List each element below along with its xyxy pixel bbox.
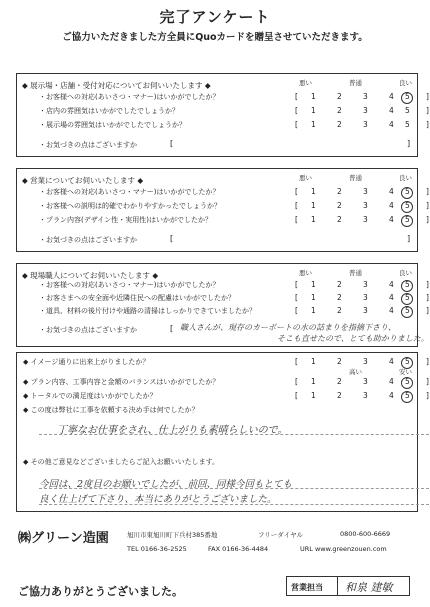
scale-good-label: 良い bbox=[399, 79, 412, 87]
staff-box bbox=[286, 576, 410, 596]
remark-label: ・お気づきの点はございますか bbox=[39, 141, 137, 149]
question: ◆ プラン内容、工事内容と金額のバランスはいかがでしたか？ bbox=[23, 378, 220, 386]
question: ◆ この度は弊社に工事を依頼する決め手は何でしたか？ bbox=[23, 406, 199, 414]
answer-line bbox=[39, 504, 429, 505]
intro-text: ご協力いただきました方全員にQuoカードを贈呈させていただきます。 bbox=[62, 32, 368, 43]
selection-circle bbox=[401, 280, 413, 292]
question: ・お客様への対応(あいさつ・マナー)はいかがでしたか？ bbox=[39, 188, 220, 196]
company-logo: ㈱グリーン造園 bbox=[18, 531, 109, 546]
question: ・お客様への対応(あいさつ・マナー)はいかがでしたか？ bbox=[39, 93, 220, 101]
section-heading: ◆ 現場職人についてお伺いいたします ◆ bbox=[22, 271, 159, 280]
company-url: URL www.greenzouen.com bbox=[300, 545, 387, 553]
question: ◆ トータルでの満足度はいかがでしたか？ bbox=[23, 392, 157, 400]
scale-high-label: 高い bbox=[349, 368, 362, 376]
section-craftsmen: ◆ 現場職人についてお伺いいたします ◆ 悪い 普通 良い ・お客様への対応(あいさつ・マナー)はいかがでしたか？ [ 1 2 3 4 5 ] ・お客さまへの安全面や近隣住民への配慮はいかがでしたか？ [ 1 2 3 4 5 ] ・道具、材料の後片付けや通路の清掃はしっかりできていましたか？ [ 1 2 3 4 5 ] ・お気づきの点はございますか [ 職人さんが、現存のカーポートの水の詰まりを指摘下さり、 そこも直せたので、とても助かりました。 bbox=[16, 263, 418, 347]
remark-label: ・お気づきの点はございますか bbox=[39, 326, 137, 334]
page-title: 完了アンケート bbox=[159, 8, 271, 26]
selection-circle bbox=[401, 293, 413, 305]
remark-label: ・お気づきの点はございますか bbox=[39, 236, 137, 244]
section-overall: ◆ イメージ通りに出来上がりましたか？ [ 1 2 3 4 5 ] 高い 安い ◆ プラン内容、工事内容と金額のバランスはいかがでしたか？ [ 1 2 3 4 5 ] ◆ トータルでの満足度はいかがでしたか？ [ 1 2 3 4 5 ] ◆ この度は弊社に工事を依頼する決め手は何でしたか？ 丁寧なお仕事をされ、仕上がりも素晴らしいので。 ◆ その他ご意見などございましたらご記入お願いいたします。 今回は、2度目のお願いでしたが、前回、同様今回もとても 良く仕上げて下さり、本当にありがとうございました。 bbox=[16, 352, 418, 512]
selection-circle bbox=[401, 377, 413, 389]
answer-line bbox=[39, 434, 429, 435]
handwritten-answer: 丁寧なお仕事をされ、仕上がりも素晴らしいので。 bbox=[57, 425, 288, 436]
handwritten-remark: そこも直せたので、とても助かりました。 bbox=[277, 334, 429, 343]
freedial-number: 0800-600-6669 bbox=[340, 530, 391, 538]
question: ・お客様への説明は的確でわかりやすかったでしょうか？ bbox=[39, 202, 221, 210]
question: ・展示場の雰囲気はいかがでしたでしょうか？ bbox=[39, 121, 186, 129]
question: ◆ その他ご意見などございましたらご記入お願いいたします。 bbox=[23, 458, 220, 466]
section-reception: ◆ 展示場・店舗・受付対応についてお伺いいたします ◆ 悪い 普通 良い ・お客様への対応(あいさつ・マナー)はいかがでしたか？ [ 1 2 3 4 5 ] ・店内の雰囲気はいかがでしたでしょうか？ [ 1 2 3 4 5 ] ・展示場の雰囲気はいかがでしたでしょうか？ [ 1 2 3 4 5 ] ・お気づきの点はございますか [ ] bbox=[16, 73, 418, 157]
scale-cheap-label: 安い bbox=[399, 368, 412, 376]
freedial-label: フリーダイヤル bbox=[258, 531, 304, 539]
handwritten-answer: 良く仕上げて下さり、本当にありがとうございました。 bbox=[39, 494, 277, 505]
thanks-text: ご協力ありがとうございました。 bbox=[18, 585, 183, 598]
selection-circle bbox=[401, 92, 413, 104]
selection-circle bbox=[401, 391, 413, 403]
staff-name: 和泉 建敏 bbox=[345, 581, 393, 594]
question: ◆ イメージ通りに出来上がりましたか？ bbox=[23, 358, 150, 366]
scale-bad-label: 悪い bbox=[299, 79, 312, 87]
company-tel: TEL 0166-36-2525 bbox=[127, 545, 187, 553]
section-sales: ◆ 営業についてお伺いいたします ◆ 悪い 普通 良い ・お客様への対応(あいさつ・マナー)はいかがでしたか？ [ 1 2 3 4 5 ] ・お客様への説明は的確でわかりやすかったでしょうか？ [ 1 2 3 4 5 ] ・プラン内容(デザイン性・実用性)はいかがでしたか？ [ 1 2 3 4 5 ] ・お気づきの点はございますか [ ] bbox=[16, 168, 418, 252]
question: ・店内の雰囲気はいかがでしたでしょうか？ bbox=[39, 107, 179, 115]
selection-circle bbox=[401, 201, 413, 213]
selection-circle bbox=[401, 215, 413, 227]
question: ・道具、材料の後片付けや通路の清掃はしっかりできていましたか？ bbox=[39, 307, 256, 315]
staff-label: 営業担当 bbox=[291, 583, 323, 592]
answer-line bbox=[39, 488, 429, 489]
divider bbox=[337, 577, 338, 595]
company-fax: FAX 0166-36-4484 bbox=[208, 545, 269, 553]
scale-normal-label: 普通 bbox=[349, 79, 362, 87]
company-address: 旭川市東旭川町下兵村385番地 bbox=[127, 531, 218, 539]
section-heading: ◆ 営業についてお伺いいたします ◆ bbox=[22, 176, 144, 185]
handwritten-answer: 今回は、2度目のお願いでしたが、前回、同様今回もとても bbox=[39, 479, 293, 490]
question: ・お客様への対応(あいさつ・マナー)はいかがでしたか？ bbox=[39, 281, 220, 289]
section-heading: ◆ 展示場・店舗・受付対応についてお伺いいたします ◆ bbox=[22, 81, 211, 90]
selection-circle bbox=[401, 306, 413, 318]
selection-circle bbox=[401, 187, 413, 199]
question: ・プラン内容(デザイン性・実用性)はいかがでしたか？ bbox=[39, 216, 212, 224]
handwritten-remark: 職人さんが、現存のカーポートの水の詰まりを指摘下さり、 bbox=[180, 323, 396, 332]
question: ・お客さまへの安全面や近隣住民への配慮はいかがでしたか？ bbox=[39, 294, 235, 302]
